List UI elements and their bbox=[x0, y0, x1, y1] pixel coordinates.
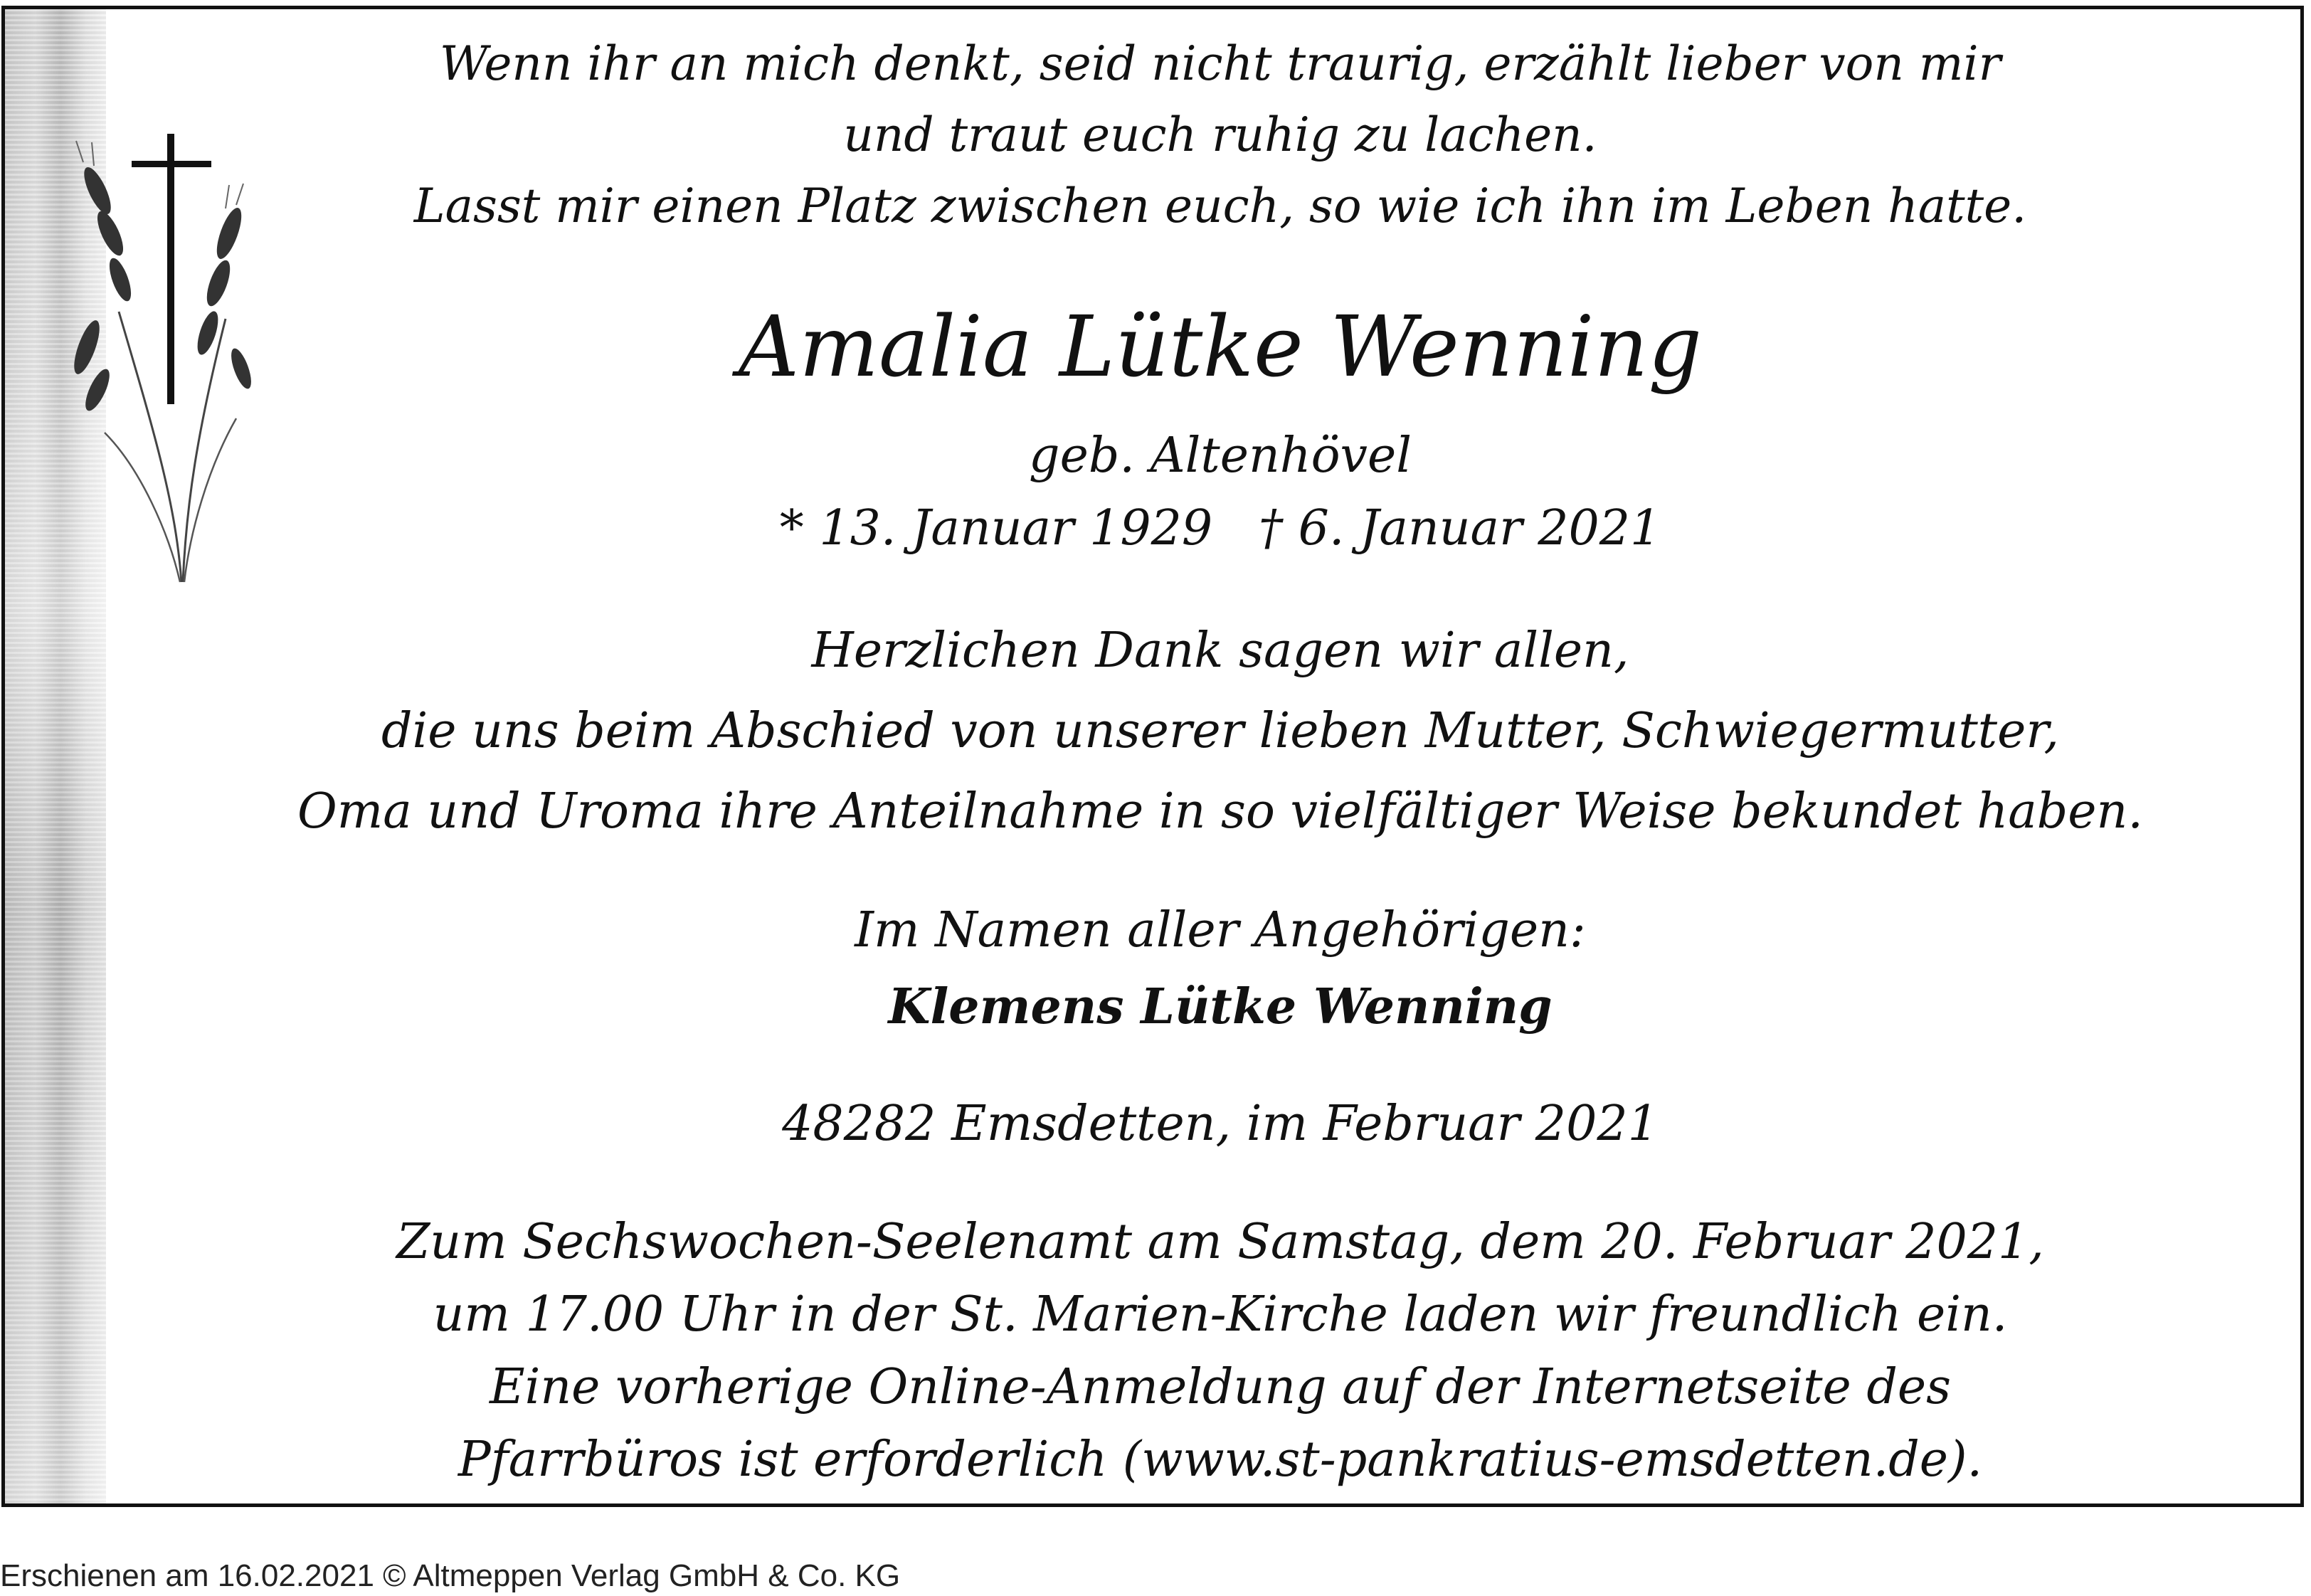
thanks-line: die uns beim Abschied von unserer lieben Mutter, Schwiegermutter, bbox=[381, 703, 2060, 759]
thanks-line: Herzlichen Dank sagen wir allen, bbox=[811, 623, 1629, 679]
on-behalf-label: Im Namen aller Angehörigen: bbox=[855, 902, 1586, 958]
obituary-notice bbox=[1, 6, 2304, 1507]
thanks-line: Oma und Uroma ihre Anteilnahme in so vielfältiger Weise bekundet haben. bbox=[297, 783, 2143, 840]
life-dates: * 13. Januar 1929 † 6. Januar 2021 bbox=[779, 500, 1661, 556]
invitation-line: Pfarrbüros ist erforderlich (www.st-pankratius-emsdetten.de). bbox=[458, 1432, 1983, 1488]
invitation-line: Eine vorherige Online-Anmeldung auf der Internetseite des bbox=[489, 1359, 1952, 1415]
place-and-date: 48282 Emsdetten, im Februar 2021 bbox=[782, 1096, 1659, 1152]
quote-line: Wenn ihr an mich denkt, seid nicht traurig, erzählt lieber von mir bbox=[439, 36, 2001, 91]
signatory-name: Klemens Lütke Wenning bbox=[888, 978, 1553, 1035]
quote-line: Lasst mir einen Platz zwischen euch, so wie ich ihn im Leben hatte. bbox=[413, 179, 2027, 233]
publication-credit: Erschienen am 16.02.2021 © Altmeppen Verlag GmbH & Co. KG bbox=[0, 1558, 901, 1593]
deceased-name: Amalia Lütke Wenning bbox=[738, 297, 1703, 396]
maiden-name: geb. Altenhövel bbox=[1029, 428, 1412, 484]
invitation-line: Zum Sechswochen-Seelenamt am Samstag, dem 20. Februar 2021, bbox=[396, 1214, 2044, 1270]
quote-line: und traut euch ruhig zu lachen. bbox=[843, 107, 1597, 162]
invitation-line: um 17.00 Uhr in der St. Marien-Kirche laden wir freundlich ein. bbox=[433, 1286, 2008, 1343]
